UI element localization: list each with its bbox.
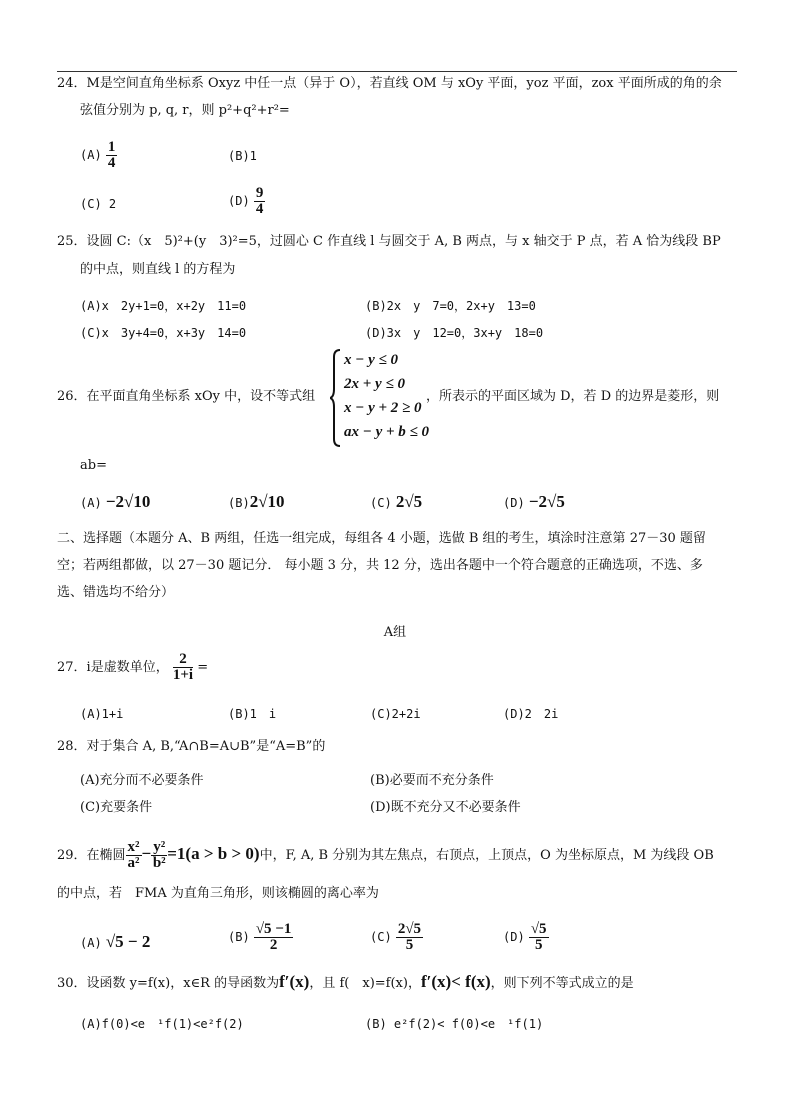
q24-option-d: (D) $\frac{9}{4}$ [228, 185, 264, 217]
q26-option-a: (A) −2√10 [80, 492, 151, 511]
q25-option-a: (A)x 2y+1=0，x+2y 11=0 [80, 299, 247, 313]
q26-ineq-4: ax − y + b ≤ 0 [344, 424, 430, 440]
group-a-title: A组 [383, 625, 407, 640]
q27-option-a: (A)1+i [80, 707, 124, 721]
q25-option-b: (B)2x y 7=0，2x+y 13=0 [365, 299, 536, 313]
q26-stem-line2: ab= [80, 458, 107, 473]
section2-instructions-line1: 二、选择题（本题分 A、B 两组，任选一组完成，每组各 4 小题，选做 B 组的考生，填涂时注意第 27－30 题留 [57, 531, 706, 546]
q28-option-d: (D)既不充分又不必要条件 [370, 800, 521, 815]
q26-stem-post: ，所表示的平面区域为 D，若 D 的边界是菱形，则 [426, 389, 720, 404]
q30-stem: 30．设函数 y=f(x)，x∈R 的导函数为f′(x)，且 f( x)=f(x)，f′(x)< f(x)，则下列不等式成立的是 [57, 972, 634, 991]
q27-stem: 27．i是虚数单位， $\frac{2}{1+i}$ = [57, 651, 209, 683]
q29-stem-line2: 的中点，若 FMA 为直角三角形，则该椭圆的离心率为 [57, 886, 379, 901]
q28-option-c: (C)充要条件 [80, 800, 153, 815]
q24-option-a: (A) $\frac{1}{4}$ [80, 139, 116, 171]
section2-instructions-line3: 选、错选均不给分） [57, 585, 175, 600]
q26-ineq-1: x − y ≤ 0 [344, 352, 398, 368]
q25-stem-line1: 25．设圆 C:（x 5)²+(y 3)²=5，过圆心 C 作直线 l 与圆交于 A, B 两点，与 x 轴交于 P 点，若 A 恰为线段 BP [57, 234, 721, 249]
section2-instructions-line2: 空；若两组都做，以 27－30 题记分． 每小题 3 分，共 12 分，选出各题中一个符合题意的正确选项，不选、多 [57, 558, 703, 573]
q29-option-d: (D) $\frac{√5}{5}$ [503, 921, 547, 953]
left-brace-icon [330, 349, 342, 447]
q28-stem: 28．对于集合 A, B,“A∩B=A∪B”是“A=B”的 [57, 739, 326, 754]
q27-option-d: (D)2 2i [503, 707, 559, 721]
q29-option-a: (A) √5 − 2 [80, 932, 151, 951]
q30-option-a: (A)f(0)<e ¹f(1)<e²f(2) [80, 1017, 244, 1031]
q28-option-a: (A)充分而不必要条件 [80, 773, 204, 788]
q30-option-b: (B) e²f(2)< f(0)<e ¹f(1) [365, 1017, 544, 1031]
q26-option-d: (D) −2√5 [503, 492, 565, 511]
q25-option-c: (C)x 3y+4=0，x+3y 14=0 [80, 326, 247, 340]
q24-option-b: (B)1 [228, 149, 257, 163]
q26-ineq-3: x − y + 2 ≥ 0 [344, 400, 422, 416]
q29-option-c: (C) $\frac{2√5}{5}$ [370, 921, 422, 953]
q26-option-b: (B)2√10 [228, 492, 285, 511]
q26-ineq-2: 2x + y ≤ 0 [344, 376, 405, 392]
q27-option-c: (C)2+2i [370, 707, 421, 721]
q27-option-b: (B)1 i [228, 707, 277, 721]
q28-option-b: (B)必要而不充分条件 [370, 773, 494, 788]
q29-stem-line1: 29．在椭圆 $\frac{\text{x²}}{\text{a²}}$ − $\frac{\text{y²}}{\text{b²}}$ =1(a > b > 0)中，F, A, B 分别为其左焦点，右顶点，上顶点，O 为坐标原点，M 为线段 OB [57, 839, 714, 871]
q24-stem-line2: 弦值分别为 p, q, r，则 p²+q²+r²= [80, 103, 290, 118]
q24-option-c: (C) 2 [80, 197, 117, 211]
q26-inequality-system [330, 349, 436, 447]
q29-option-b: (B) $\frac{√5 -1}{2}$ [228, 921, 292, 953]
q26-stem-pre: 26．在平面直角坐标系 xOy 中，设不等式组 [57, 389, 316, 404]
q24-stem-line1: 24．M是空间直角坐标系 Oxyz 中任一点（异于 O），若直线 OM 与 xOy 平面，yoz 平面，zox 平面所成的角的余 [57, 76, 722, 91]
q26-option-c: (C) 2√5 [370, 492, 423, 511]
header-rule [57, 71, 737, 72]
q25-option-d: (D)3x y 12=0，3x+y 18=0 [365, 326, 544, 340]
q25-stem-line2: 的中点，则直线 l 的方程为 [80, 262, 236, 277]
